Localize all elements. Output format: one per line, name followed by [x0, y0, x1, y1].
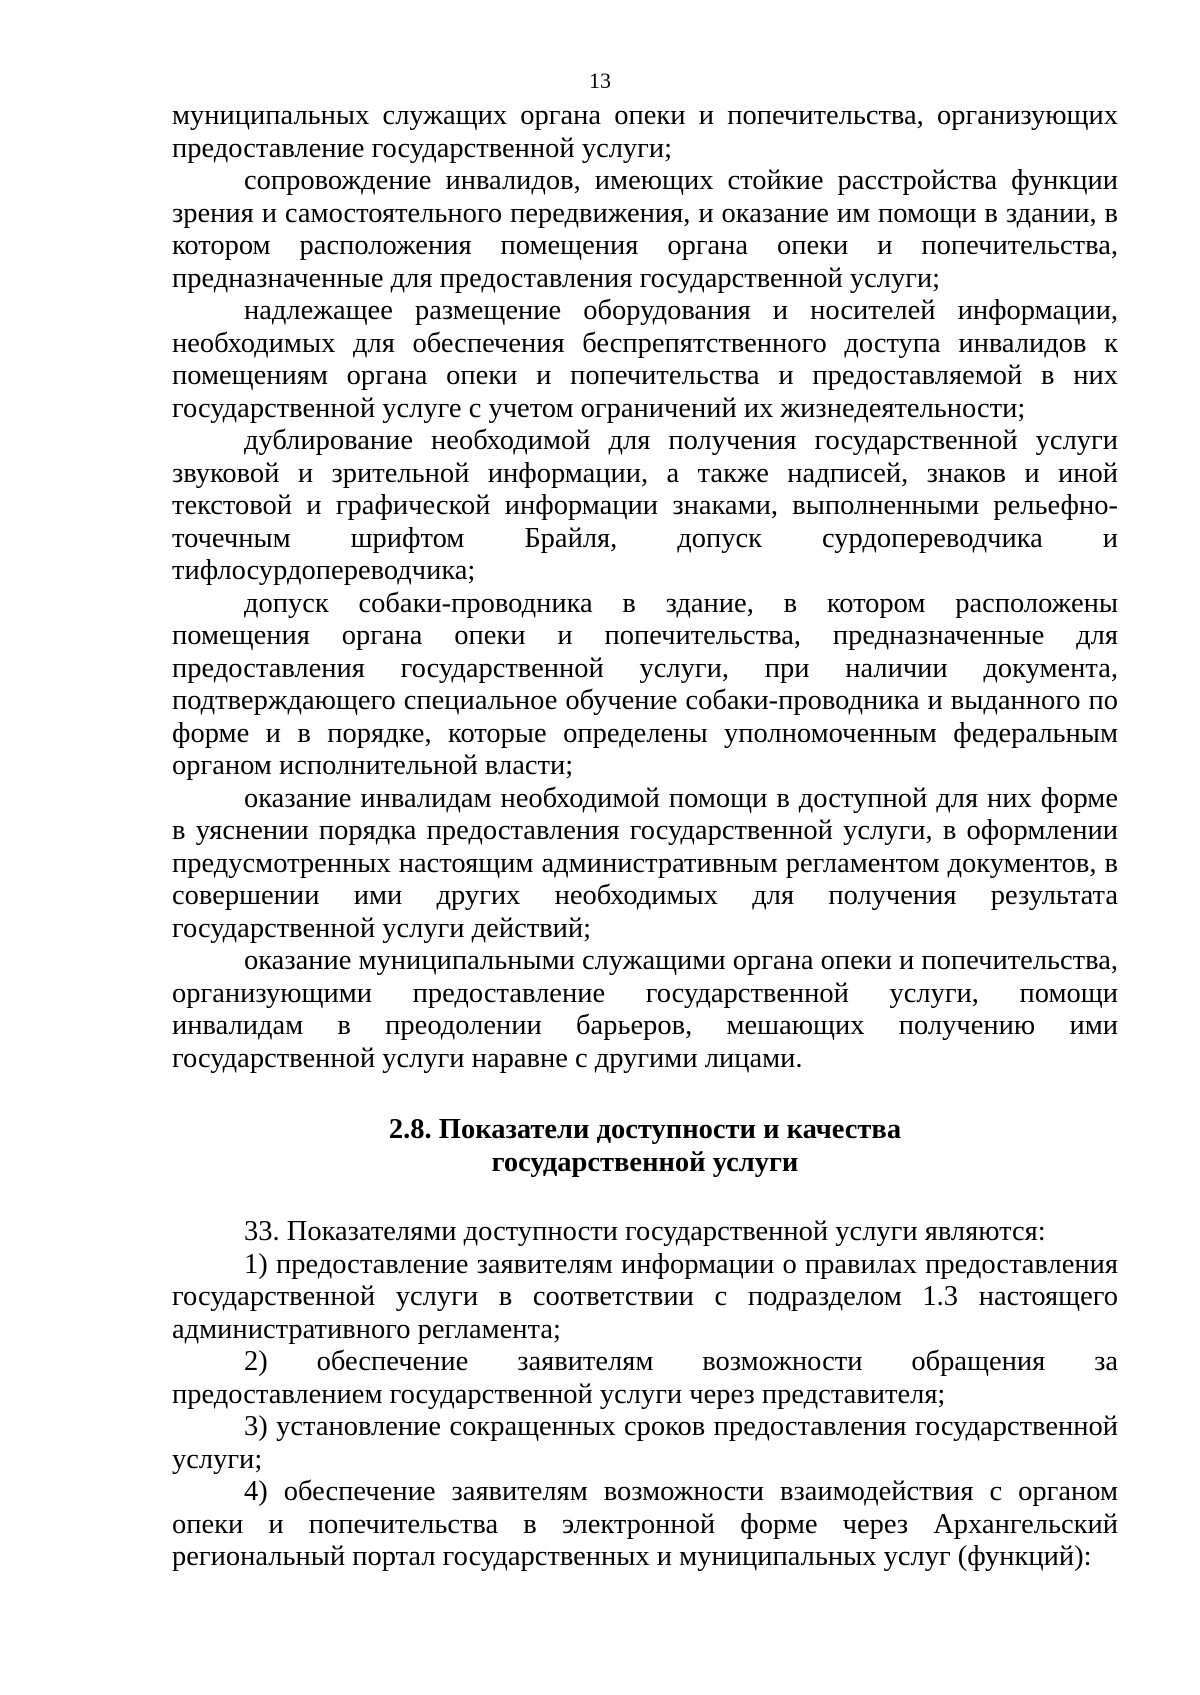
list-item: 4) обеспечение заявителям возможности взаимодействия с органом опеки и попечительства в электронной форме через Архангельский региональный портал государственных и муниципальных услуг (функций): — [172, 1476, 1118, 1572]
page-number: 13 — [589, 68, 611, 93]
paragraph: оказание муниципальными служащими органа опеки и попечительства, организующими предоставление государственной услуги, помощи инвалидам в преодолении барьеров, мешающих получению ими государственной услуги наравне с другими лицами. — [172, 945, 1118, 1074]
paragraph: допуск собаки-проводника в здание, в котором расположены помещения органа опеки и попечительства, предназначенные для предоставления государственной услуги, при наличии документа, подтверждающего специальное обучение собаки-проводника и выданного по форме и в порядке, которые определены уполномоченным федеральным органом исполнительной власти; — [172, 587, 1118, 781]
paragraph: сопровождение инвалидов, имеющих стойкие расстройства функции зрения и самостоятельного передвижения, и оказание им помощи в здании, в котором расположения помещения органа опеки и попечительства, предназначенные для предоставления государственной услуги; — [172, 165, 1118, 294]
list-item: 1) предоставление заявителям информации о правилах предоставления государственной услуги в соответствии с подразделом 1.3 настоящего административного регламента; — [172, 1248, 1118, 1345]
list-item: 3) установление сокращенных сроков предоставления государственной услуги; — [172, 1411, 1118, 1475]
document-body — [172, 100, 1118, 1574]
paragraph: оказание инвалидам необходимой помощи в доступной для них форме в уяснении порядка предоставления государственной услуги, в оформлении предусмотренных настоящим административным регламентом документов, в совершении ими других необходимых для получения результата государственной услуги действий; — [172, 782, 1118, 944]
list-item: 2) обеспечение заявителям возможности обращения за предоставлением государственной услуги через представителя; — [172, 1346, 1118, 1410]
section-heading-line: государственной услуги — [491, 1147, 799, 1178]
section-heading-line: 2.8. Показатели доступности и качества — [388, 1114, 902, 1145]
paragraph: дублирование необходимой для получения государственной услуги звуковой и зрительной информации, а также надписей, знаков и иной текстовой и графической информации знаками, выполненными рельефно-точечным шрифтом Брайля, допуск сурдопереводчика и тифлосурдопереводчика; — [172, 425, 1118, 586]
paragraph: муниципальных служащих органа опеки и попечительства, организующих предоставление государственной услуги; — [172, 100, 1118, 164]
paragraph: надлежащее размещение оборудования и носителей информации, необходимых для обеспечения беспрепятственного доступа инвалидов к помещениям органа опеки и попечительства и предоставляемой в них государственной услуге с учетом ограничений их жизнедеятельности; — [172, 295, 1118, 424]
section-heading — [172, 1113, 1118, 1179]
paragraph: 33. Показателями доступности государственной услуги являются: — [244, 1216, 1046, 1247]
